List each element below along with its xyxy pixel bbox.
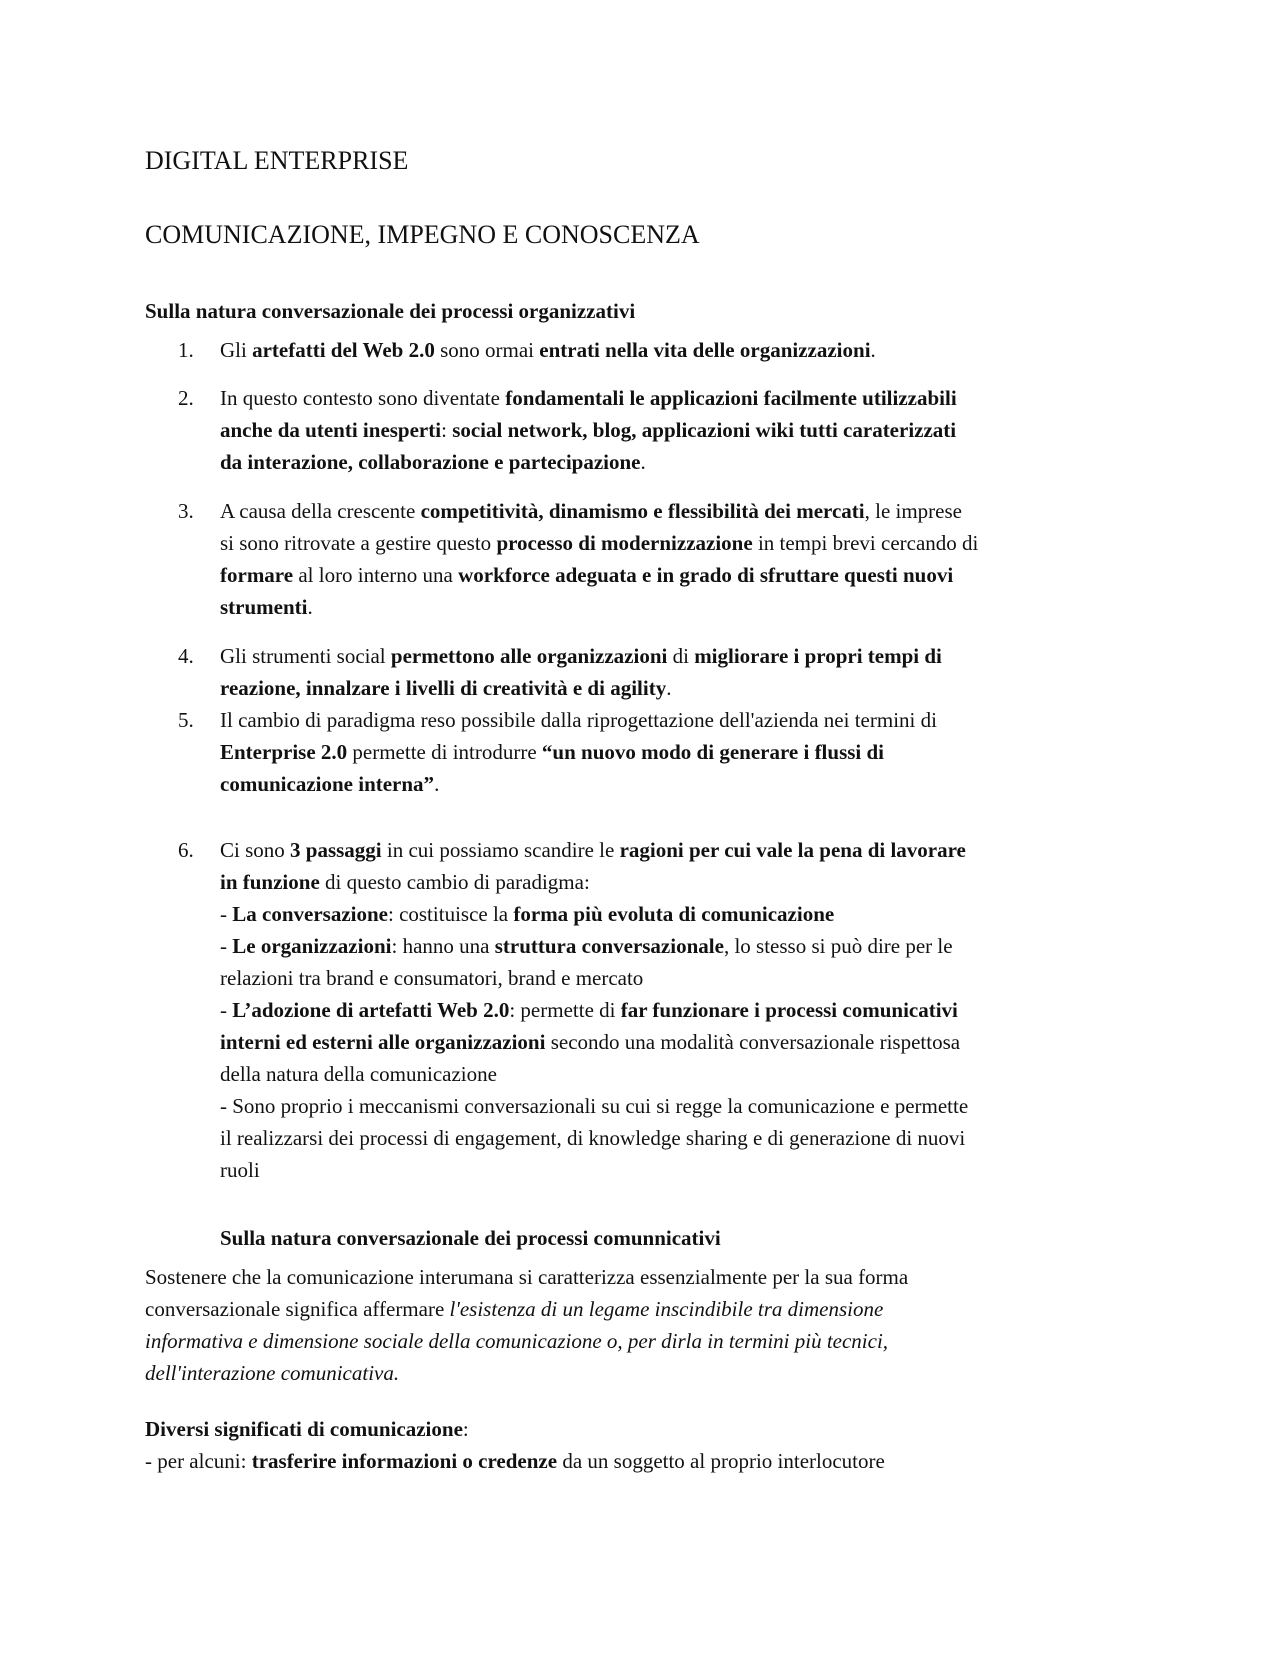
list-item-line: [220, 382, 957, 414]
text: :: [441, 418, 453, 442]
list-item-line: [220, 591, 313, 623]
paragraph-line: [145, 1357, 399, 1389]
list-item-line: [220, 1058, 497, 1090]
text: : hanno una: [391, 934, 495, 958]
bold-text: Le organizzazioni: [232, 934, 392, 958]
list-item-line: [220, 1026, 960, 1058]
text: Ci sono: [220, 838, 291, 862]
list-item-line: [220, 334, 876, 366]
meanings-line-prefix: - per alcuni:: [145, 1449, 252, 1473]
text: si sono ritrovate a gestire questo: [220, 531, 497, 555]
text: secondo una modalità conversazionale rispettosa: [545, 1030, 961, 1054]
document-title: DIGITAL ENTERPRISE: [145, 146, 409, 175]
bold-text: permettono alle organizzazioni: [390, 644, 668, 668]
bold-text: anche da utenti inesperti: [220, 418, 442, 442]
text: di questo cambio di paradigma:: [319, 870, 590, 894]
bold-text: da interazione, collaborazione e partecipazione: [220, 450, 641, 474]
paragraph-line: [145, 1261, 908, 1293]
list-number: 4.: [178, 644, 194, 668]
bold-text: struttura conversazionale: [494, 934, 724, 958]
list-item-line: [220, 640, 942, 672]
paragraph-line: [145, 1293, 883, 1325]
meanings-heading-line: [145, 1413, 469, 1445]
text: .: [307, 595, 313, 619]
bold-text: workforce adeguata e in grado di sfruttare questi nuovi: [458, 563, 954, 587]
list-number: 5.: [178, 708, 194, 732]
list-item-line: [220, 495, 962, 527]
text: .: [870, 338, 876, 362]
meanings-heading: Diversi significati di comunicazione: [145, 1417, 463, 1441]
text: -: [220, 998, 233, 1022]
bold-text: ragioni per cui vale la pena di lavorare: [619, 838, 966, 862]
meanings-line-suffix: da un soggetto al proprio interlocutore: [557, 1449, 885, 1473]
bold-text: La conversazione: [232, 902, 388, 926]
text: -: [220, 934, 233, 958]
text: Il cambio di paradigma reso possibile dalla riprogettazione dell'azienda nei termini di: [220, 708, 937, 732]
meanings-line-bold: trasferire informazioni o credenze: [251, 1449, 558, 1473]
list-item-line: [220, 898, 834, 930]
text: Gli: [220, 338, 253, 362]
text: Gli strumenti social: [220, 644, 391, 668]
list-item-line: [220, 527, 978, 559]
list-item-line: [220, 994, 958, 1026]
text: al loro interno una: [293, 563, 459, 587]
text: di: [667, 644, 695, 668]
list-item-line: [220, 736, 884, 768]
list-item-line: [220, 1122, 965, 1154]
bold-text: far funzionare i processi comunicativi: [620, 998, 958, 1022]
text: sono ormai: [434, 338, 540, 362]
meanings-line: [145, 1445, 885, 1477]
bold-text: competitività, dinamismo e flessibilità dei mercati: [420, 499, 865, 523]
bold-text: in funzione: [220, 870, 320, 894]
list-item-line: [220, 414, 956, 446]
text: ruoli: [220, 1158, 260, 1182]
bold-text: forma più evoluta di comunicazione: [513, 902, 835, 926]
italic-text: informativa e dimensione sociale della comunicazione o, per dirla in termini più tecnici,: [145, 1329, 889, 1353]
text: -: [220, 902, 233, 926]
document-subtitle: COMUNICAZIONE, IMPEGNO E CONOSCENZA: [145, 220, 700, 249]
bold-text: fondamentali le applicazioni facilmente utilizzabili: [505, 386, 957, 410]
text: conversazionale significa affermare: [145, 1297, 450, 1321]
list-item-line: [220, 672, 671, 704]
list-number: 3.: [178, 499, 194, 523]
italic-text: l'esistenza di un legame inscindibile tra dimensione: [449, 1297, 884, 1321]
list-item-line: [220, 768, 439, 800]
list-item-line: [220, 1154, 260, 1186]
bold-text: “un nuovo modo di generare i flussi di: [541, 740, 885, 764]
bold-text: reazione, innalzare i livelli di creatività e di agility: [220, 676, 667, 700]
text: in tempi brevi cercando di: [752, 531, 979, 555]
list-item-line: [220, 930, 953, 962]
text: In questo contesto sono diventate: [220, 386, 506, 410]
list-item-line: [220, 962, 643, 994]
bold-text: interni ed esterni alle organizzazioni: [220, 1030, 546, 1054]
text: .: [640, 450, 646, 474]
text: permette di introdurre: [347, 740, 542, 764]
list-number: 2.: [178, 386, 194, 410]
paragraph-line: [145, 1325, 888, 1357]
text: , le imprese: [864, 499, 962, 523]
meanings-colon: :: [462, 1417, 469, 1441]
text: , lo stesso si può dire per le: [723, 934, 953, 958]
bold-text: Enterprise 2.0: [220, 740, 348, 764]
bold-text: processo di modernizzazione: [496, 531, 753, 555]
text: Sostenere che la comunicazione interumana si caratterizza essenzialmente per la sua forma: [145, 1265, 909, 1289]
text: A causa della crescente: [220, 499, 421, 523]
bold-text: strumenti: [220, 595, 308, 619]
text: - Sono proprio i meccanismi conversazionali su cui si regge la comunicazione e permette: [220, 1094, 969, 1118]
list-item-line: [220, 834, 966, 866]
text: relazioni tra brand e consumatori, brand e mercato: [220, 966, 644, 990]
list-item-line: [220, 704, 937, 736]
text: della natura della comunicazione: [220, 1062, 497, 1086]
section-heading-organizzativi: Sulla natura conversazionale dei processi organizzativi: [145, 299, 636, 323]
list-item-line: [220, 866, 590, 898]
bold-text: artefatti del Web 2.0: [252, 338, 435, 362]
italic-text: dell'interazione comunicativa.: [145, 1361, 400, 1385]
text: .: [666, 676, 672, 700]
text: .: [434, 772, 440, 796]
bold-text: formare: [220, 563, 294, 587]
bold-text: L’adozione di artefatti Web 2.0: [232, 998, 510, 1022]
section-heading-comunicativi: Sulla natura conversazionale dei processi comunnicativi: [220, 1226, 721, 1250]
text: : permette di: [509, 998, 621, 1022]
list-number: 1.: [178, 338, 194, 362]
bold-text: entrati nella vita delle organizzazioni: [539, 338, 871, 362]
text: in cui possiamo scandire le: [381, 838, 620, 862]
text: il realizzarsi dei processi di engagement, di knowledge sharing e di generazione di nuovi: [220, 1126, 966, 1150]
text: : costituisce la: [387, 902, 514, 926]
bold-text: social network, blog, applicazioni wiki tutti caraterizzati: [452, 418, 957, 442]
bold-text: 3 passaggi: [290, 838, 382, 862]
list-item-line: [220, 559, 953, 591]
bold-text: comunicazione interna”: [220, 772, 435, 796]
list-item-line: [220, 1090, 968, 1122]
bold-text: migliorare i propri tempi di: [694, 644, 942, 668]
list-item-line: [220, 446, 646, 478]
list-number: 6.: [178, 838, 194, 862]
